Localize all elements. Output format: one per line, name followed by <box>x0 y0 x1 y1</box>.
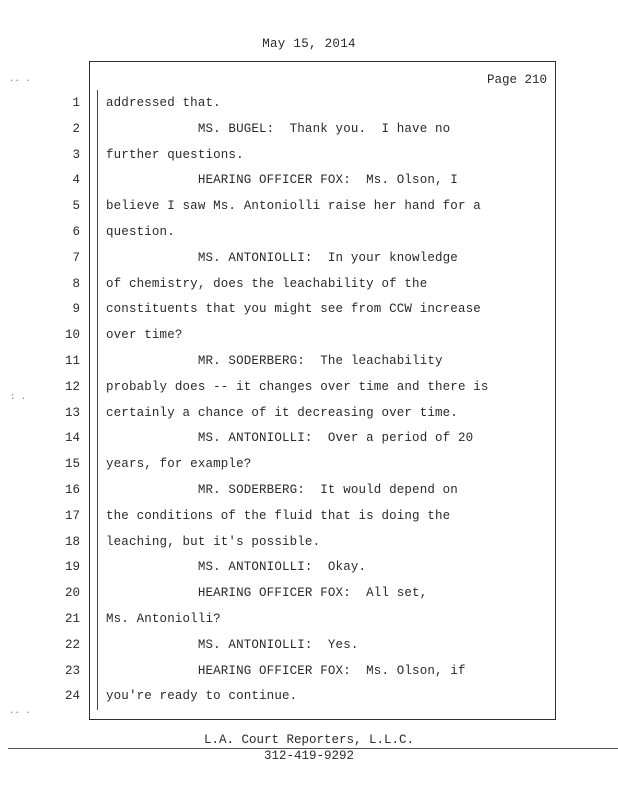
transcript-line-text: years, for example? <box>106 457 252 471</box>
transcript-line-text: question. <box>106 225 175 239</box>
line-number: 3 <box>72 148 80 162</box>
transcript-line-text: of chemistry, does the leachability of the <box>106 277 428 291</box>
scan-speck: .. . <box>9 74 31 84</box>
transcript-line-text: constituents that you might see from CCW increase <box>106 302 481 316</box>
line-number: 8 <box>72 277 80 291</box>
transcript-line-text: MS. ANTONIOLLI: In your knowledge <box>106 251 458 265</box>
line-number: 19 <box>64 560 80 574</box>
line-number: 11 <box>64 354 80 368</box>
transcript-line-text: further questions. <box>106 148 244 162</box>
transcript-line-text: you're ready to continue. <box>106 689 298 703</box>
line-number: 15 <box>64 457 80 471</box>
line-number: 14 <box>64 431 80 445</box>
scan-speck: .. . <box>9 706 31 716</box>
line-number: 22 <box>64 638 80 652</box>
line-number: 20 <box>64 586 80 600</box>
line-number: 9 <box>72 302 80 316</box>
line-number: 24 <box>64 689 80 703</box>
footer-phone: 312-419-9292 <box>263 749 354 763</box>
line-number: 7 <box>72 251 80 265</box>
transcript-line-text: over time? <box>106 328 183 342</box>
line-number-rule <box>97 90 98 710</box>
transcript-date: May 15, 2014 <box>262 37 356 51</box>
transcript-line-text: believe I saw Ms. Antoniolli raise her hand for a <box>106 199 481 213</box>
footer-company: L.A. Court Reporters, L.L.C. <box>203 733 415 747</box>
line-number: 6 <box>72 225 80 239</box>
line-number: 23 <box>64 664 80 678</box>
transcript-line-text: Ms. Antoniolli? <box>106 612 221 626</box>
transcript-line-text: the conditions of the fluid that is doing the <box>106 509 451 523</box>
transcript-line-text: HEARING OFFICER FOX: All set, <box>106 586 428 600</box>
transcript-line-text: MS. ANTONIOLLI: Yes. <box>106 638 359 652</box>
page-number-label: Page 210 <box>486 73 547 87</box>
transcript-line-text: HEARING OFFICER FOX: Ms. Olson, I <box>106 173 458 187</box>
line-number: 1 <box>72 96 80 110</box>
line-number: 2 <box>72 122 80 136</box>
scan-speck: : . <box>10 392 27 402</box>
transcript-line-text: MR. SODERBERG: The leachability <box>106 354 443 368</box>
transcript-line-text: addressed that. <box>106 96 221 110</box>
transcript-line-text: certainly a chance of it decreasing over time. <box>106 406 458 420</box>
transcript-line-text: MS. BUGEL: Thank you. I have no <box>106 122 451 136</box>
transcript-line-text: MS. ANTONIOLLI: Over a period of 20 <box>106 431 474 445</box>
line-number: 13 <box>64 406 80 420</box>
line-number: 12 <box>64 380 80 394</box>
transcript-line-text: leaching, but it's possible. <box>106 535 321 549</box>
transcript-line-text: MS. ANTONIOLLI: Okay. <box>106 560 367 574</box>
transcript-line-text: HEARING OFFICER FOX: Ms. Olson, if <box>106 664 466 678</box>
line-number: 17 <box>64 509 80 523</box>
line-number: 5 <box>72 199 80 213</box>
line-number: 21 <box>64 612 80 626</box>
line-number: 18 <box>64 535 80 549</box>
transcript-line-text: MR. SODERBERG: It would depend on <box>106 483 458 497</box>
line-number: 10 <box>64 328 80 342</box>
line-number: 16 <box>64 483 80 497</box>
transcript-line-text: probably does -- it changes over time and there is <box>106 380 489 394</box>
line-number: 4 <box>72 173 80 187</box>
